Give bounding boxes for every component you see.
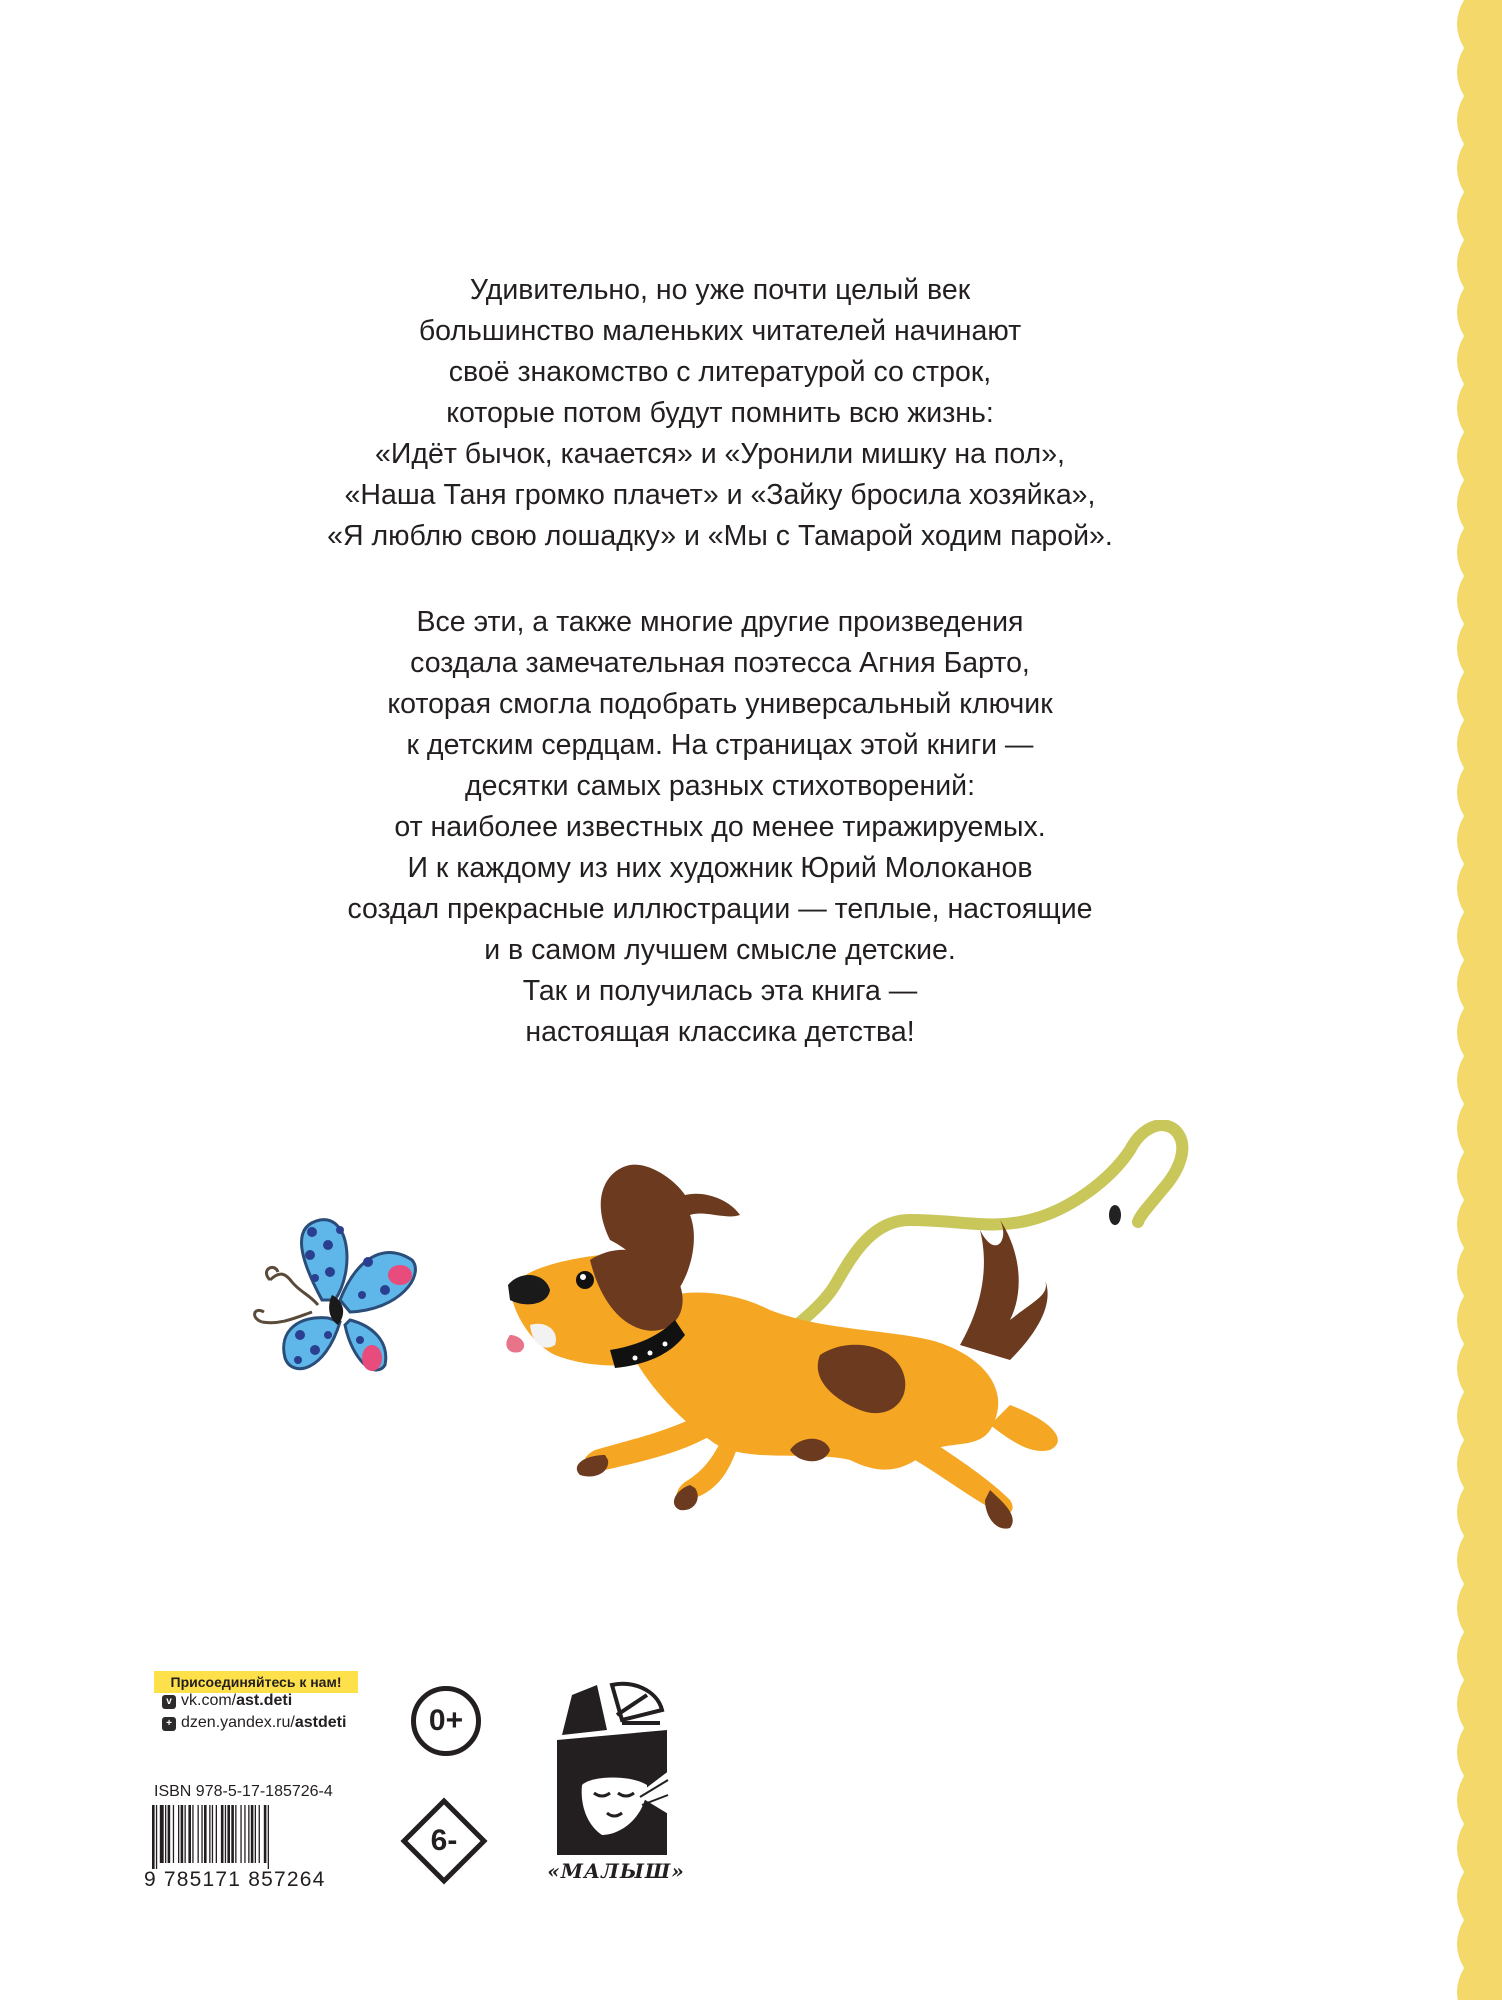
description-line: большинство маленьких читателей начинают [418,315,1022,347]
description-line: от наиболее известных до менее тиражируемых. [394,811,1046,843]
description-line: и в самом лучшем смысле детские. [484,934,956,966]
age-rating-badge: 0+ [411,1686,481,1756]
publisher-logo-icon [552,1675,672,1860]
butterfly-illustration [240,1200,430,1390]
description-line: «Наша Таня громко плачет» и «Зайку бросила хозяйка», [344,479,1096,511]
description-line: к детским сердцам. На страницах этой книги — [406,729,1034,761]
dzen-prefix: dzen.yandex.ru/ [181,1714,295,1731]
description-line: настоящая классика детства! [525,1016,915,1048]
description-line: создал прекрасные иллюстрации — теплые, настоящие [347,893,1093,925]
dzen-handle: astdeti [294,1714,347,1731]
running-dog-illustration [490,1120,1230,1570]
join-us-badge: Присоединяйтесь к нам! [154,1671,358,1693]
description-line: Так и получилась эта книга — [522,975,918,1007]
isbn-label: ISBN 978-5-17-185726-4 [154,1783,333,1800]
vk-icon: v [162,1695,176,1709]
description-line: своё знакомство с литературой со строк, [448,356,992,388]
description-line: Удивительно, но уже почти целый век [469,274,971,306]
barcode [150,1805,326,1869]
description-line: которая смогла подобрать универсальный ключик [387,688,1053,720]
vk-prefix: vk.com/ [181,1692,237,1709]
publisher-name: «МАЛЫШ» [547,1859,685,1883]
barcode-digits: 9 785171 857264 [144,1868,326,1891]
description-line: создала замечательная поэтесса Агния Барто, [410,647,1030,679]
scalloped-yellow-border [1452,0,1502,2000]
dzen-link[interactable] [162,1713,346,1733]
description-paragraph-2 [220,602,1220,1053]
description-line: «Идёт бычок, качается» и «Уронили мишку на пол», [375,438,1065,470]
age-recommendation-label: 6- [430,1824,458,1857]
dzen-icon: + [162,1717,176,1731]
description-paragraph-1 [220,270,1220,557]
vk-handle: ast.deti [236,1692,293,1709]
vk-link[interactable] [162,1691,292,1711]
description-line: которые потом будут помнить всю жизнь: [446,397,994,429]
description-line: десятки самых разных стихотворений: [464,770,975,802]
description-line: Все эти, а также многие другие произведения [416,606,1024,638]
description-line: «Я люблю свою лошадку» и «Мы с Тамарой ходим парой». [327,520,1113,552]
description-line: И к каждому из них художник Юрий Молоканов [407,852,1033,884]
